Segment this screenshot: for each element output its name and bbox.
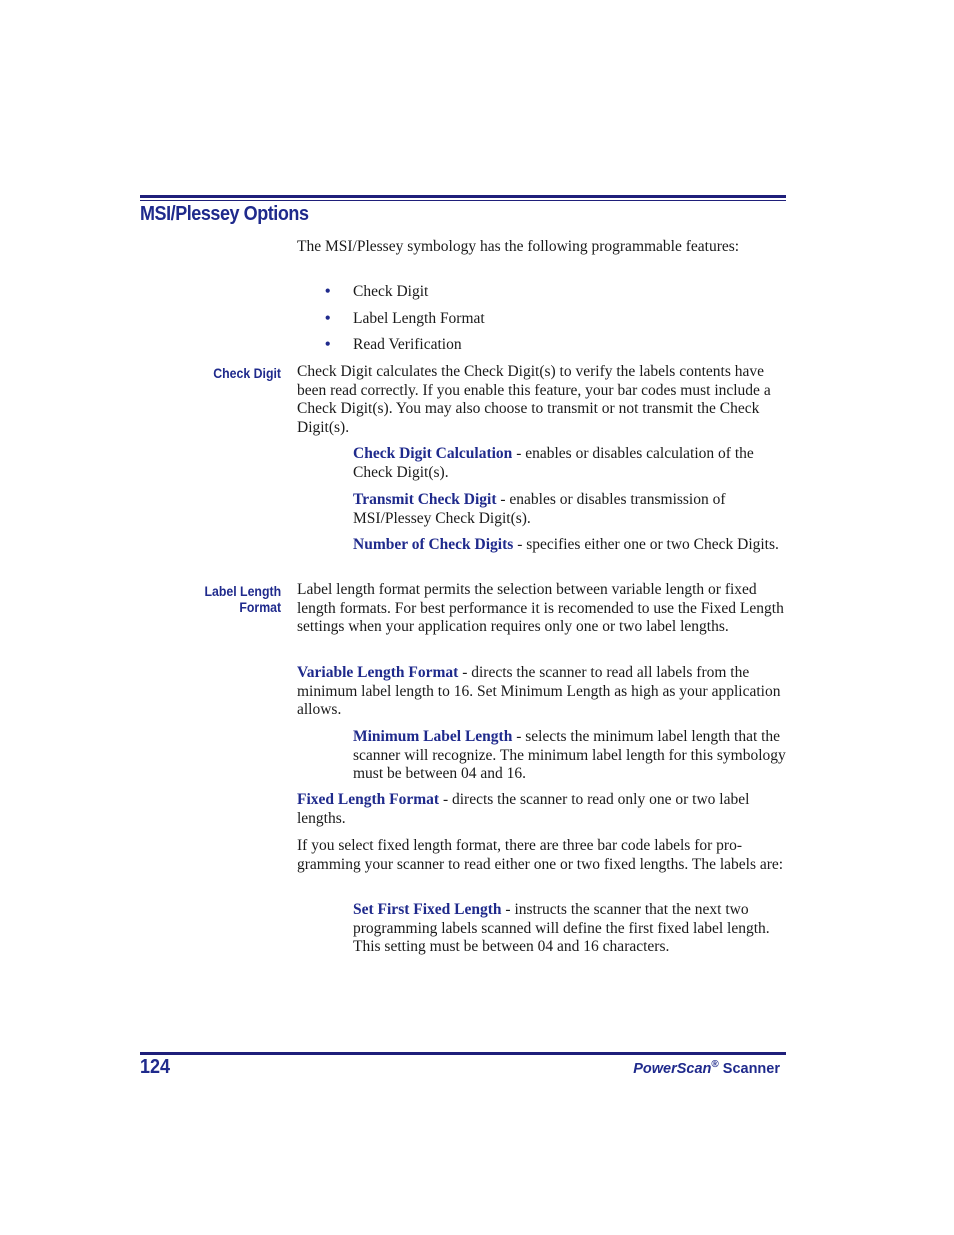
bullet-icon: • xyxy=(325,310,331,327)
bullet-icon: • xyxy=(325,283,331,300)
page-number: 124 xyxy=(140,1056,171,1078)
option-text: - directs the scanner to read only one or two label lengths. xyxy=(297,791,750,827)
option-term: Minimum Label Length xyxy=(353,728,513,745)
bullet-icon: • xyxy=(325,336,331,353)
check-digit-option xyxy=(353,491,787,528)
minimum-length-paragraph xyxy=(353,728,787,784)
option-term: Fixed Length Format xyxy=(297,791,440,808)
option-text: - specifies either one or two Check Digits. xyxy=(513,536,779,553)
check-digit-heading: Check Digit xyxy=(213,365,281,381)
label-length-heading-line1: Label Length xyxy=(204,583,281,599)
option-text: - instructs the scanner that the next two programming labels scanned will define the first fixed label length. This setting must be between 04 and 16 characters. xyxy=(353,901,770,955)
feature-label: Label Length Format xyxy=(353,310,485,327)
footer-title xyxy=(633,1059,780,1077)
label-length-heading-line2: Format xyxy=(239,599,281,615)
label-length-description: Label length format permits the selection between variable length or fixed length formats. For best performance it is recomended to use the Fixed Length settings when your application requires only one or two label lengths. xyxy=(297,581,784,635)
feature-label: Check Digit xyxy=(353,283,429,300)
fixed-length-intro: If you select fixed length format, there are three bar code labels for pro-gramming your scanner to read either one or two fixed lengths. The labels are: xyxy=(297,837,784,873)
fixed-length-paragraph xyxy=(297,791,787,828)
label-length-heading xyxy=(204,583,281,615)
option-text: - directs the scanner to read all labels from the minimum label length to 16. Set Minimum Length as high as your application allows. xyxy=(297,664,781,718)
option-text: - selects the minimum label length that the scanner will recognize. The minimum label length for this symbology must be between 04 and 16. xyxy=(353,728,786,782)
first-fixed-length-paragraph xyxy=(353,901,787,957)
check-digit-option xyxy=(353,445,787,482)
footer-rule xyxy=(140,1052,786,1055)
product-name: PowerScan xyxy=(633,1060,712,1077)
intro-paragraph: The MSI/Plessey symbology has the following programmable features: xyxy=(297,238,740,255)
check-digit-option xyxy=(353,536,787,555)
option-term: Check Digit Calculation xyxy=(353,445,513,462)
option-text: - enables or disables transmission of MSI/Plessey Check Digit(s). xyxy=(353,491,726,527)
check-digit-description: Check Digit calculates the Check Digit(s) to verify the labels contents have been read correctly. If you enable this feature, your bar codes must include a Check Digit(s). You may also choose to transmit or not transmit the Check Digit(s). xyxy=(297,363,771,436)
feature-label: Read Verification xyxy=(353,336,462,353)
option-term: Transmit Check Digit xyxy=(353,491,497,508)
section-title: MSI/Plessey Options xyxy=(140,203,309,225)
option-text: - enables or disables calculation of the Check Digit(s). xyxy=(353,445,754,481)
registered-mark: ® xyxy=(711,1059,719,1070)
variable-length-paragraph xyxy=(297,664,787,720)
header-rule-thick xyxy=(140,195,786,198)
option-term: Set First Fixed Length xyxy=(353,901,502,918)
option-term: Number of Check Digits xyxy=(353,536,514,553)
option-term: Variable Length Format xyxy=(297,664,459,681)
product-suffix: Scanner xyxy=(718,1060,780,1077)
header-rule-thin xyxy=(140,200,786,201)
